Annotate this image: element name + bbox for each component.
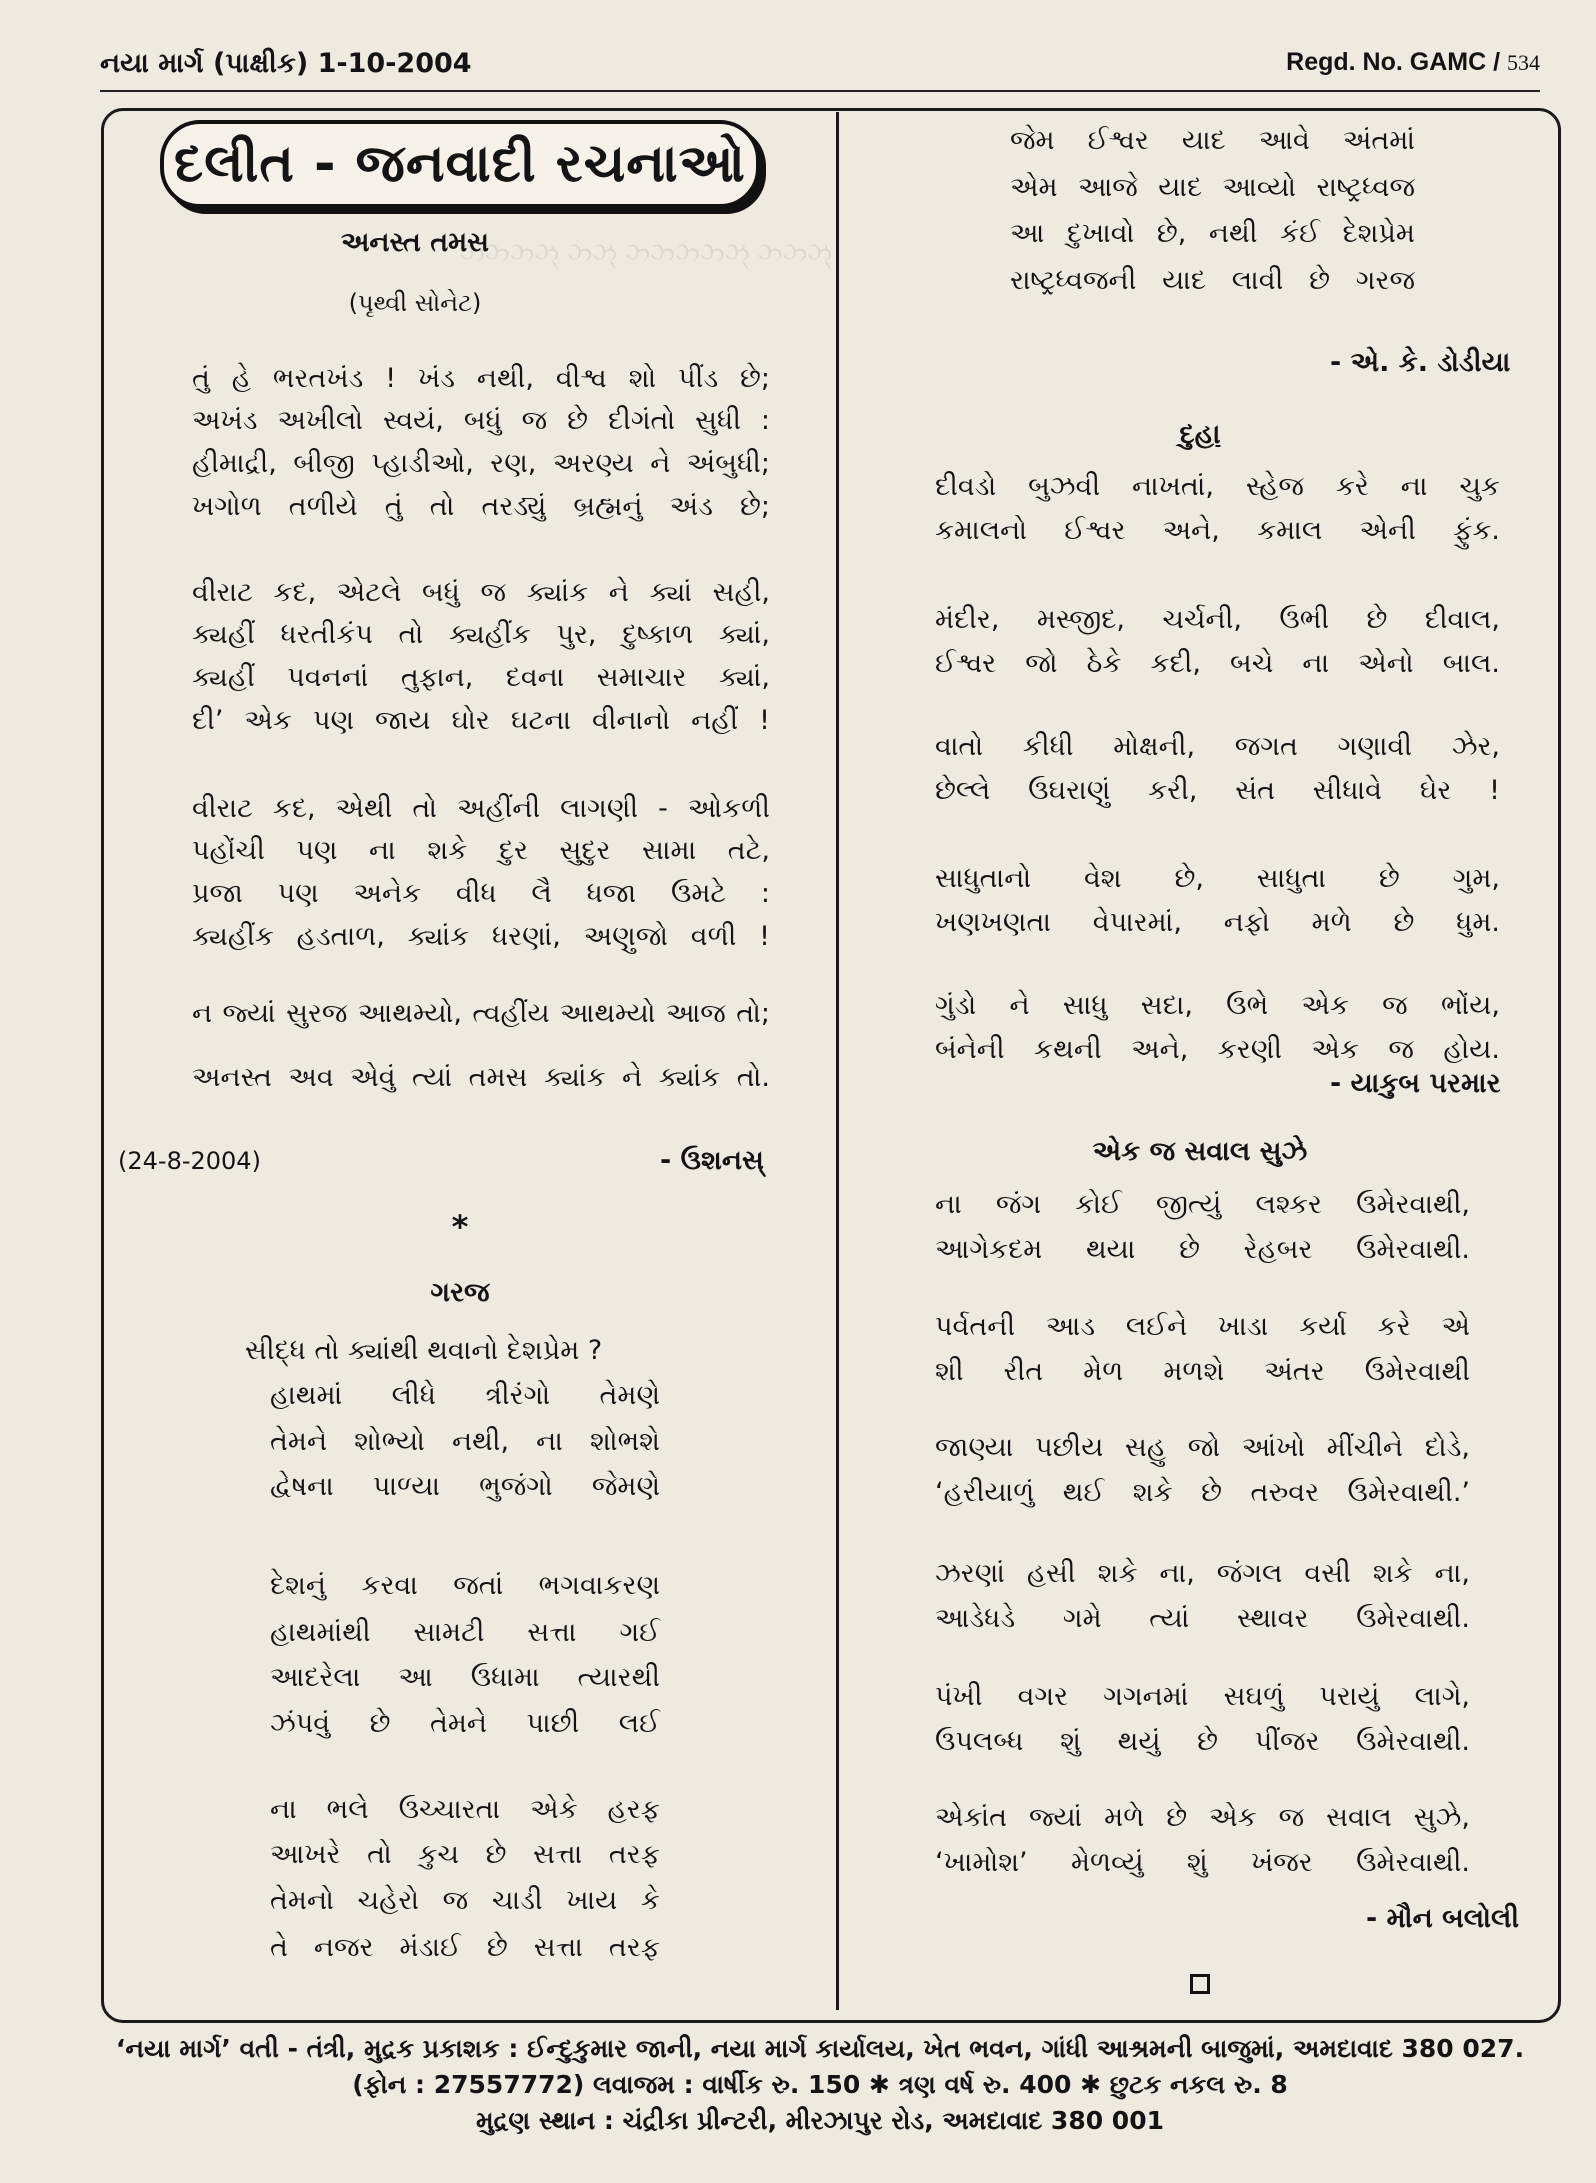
show-through-texture: ઝ્ઝ્ઝ્ઝ્ ઝ્ઝ્ ઝ્ઝ્ઝ્ઝ્ઝ્ ઝ્ઝ્ઝ્ [460, 238, 833, 268]
poem-line: કમાલનો ઈશ્વર અને, કમાલ એની ફુંક. [935, 515, 1500, 546]
poem-line: તે નજર મંડાઈ છે સત્તા તરફ [270, 1932, 660, 1963]
poem-line: ક્યહીં ધરતીકંપ તો ક્યહીંક પુર, દુષ્કાળ ક્યાં, [192, 619, 770, 650]
poem1-title: અનસ્ત તમસ [340, 227, 490, 258]
poem-line: ‘ખામોશ’ મેળવ્યું શું ખંજર ઉમેરવાથી. [935, 1847, 1470, 1878]
poem-line: આ દુખાવો છે, નથી કંઈ દેશપ્રેમ [1010, 218, 1415, 249]
poem-line: ક્યહીં પવનનાં તુફાન, દવના સમાચાર ક્યાં, [192, 662, 770, 693]
poem-line: હાથમાં લીધે ત્રીરંગો તેમણે [270, 1380, 660, 1411]
poem-line: પંખી વગર ગગનમાં સઘળું પરાયું લાગે, [935, 1681, 1470, 1712]
poem-line: પર્વતની આડ લઈને ખાડા કર્યા કરે એ [935, 1311, 1470, 1342]
poem-line: જેમ ઈશ્વર યાદ આવે અંતમાં [1010, 125, 1415, 156]
poem-line: પ્રજા પણ અનેક વીધ લૈ ધજા ઉમટે : [192, 878, 770, 909]
poem-line: ન જ્યાં સુરજ આથમ્યો, ત્વહીંય આથમ્યો આજ તો; [192, 998, 770, 1029]
footer-publisher: ‘નયા માર્ગ’ વતી - તંત્રી, મુદ્રક પ્રકાશક : ઈન્દુકુમાર જાની, નયા માર્ગ કાર્યાલય, ખેત ભવન, ગાંધી આશ્રમની બાજુમાં, અમદાવાદ 380 027. [115, 2034, 1525, 2063]
page-number: 534 [1507, 50, 1540, 75]
registration-number [1286, 48, 1540, 77]
poem-line: મંદીર, મસ્જીદ, ચર્ચની, ઉભી છે દીવાલ, [935, 604, 1500, 635]
poem-line: વાતો કીધી મોક્ષની, જગત ગણાવી ઝેર, [935, 731, 1500, 762]
poem2-title: ગરજ [430, 1277, 490, 1308]
poem-line: ‘હરીયાળું થઈ શકે છે તરુવર ઉમેરવાથી.’ [935, 1477, 1470, 1508]
poem-line: અનસ્ત અવ એવું ત્યાં તમસ ક્યાંક ને ક્યાંક તો. [192, 1062, 770, 1093]
separator-asterisk: * [451, 1208, 469, 1246]
poem-line: આગેકદમ થયા છે રેહબર ઉમેરવાથી. [935, 1234, 1470, 1265]
poem-line: વીરાટ કદ, એથી તો અહીંની લાગણી - ઓકળી [192, 793, 770, 824]
poem-line: સીદ્ધ તો ક્યાંથી થવાનો દેશપ્રેમ ? [245, 1335, 603, 1366]
poem3-author: - યાકુબ પરમાર [1330, 1068, 1501, 1099]
poem-line: હીમાદ્રી, બીજી પ્હાડીઓ, રણ, અરણ્ય ને અંબુધી; [192, 448, 770, 479]
poem-line: તું હે ભરતખંડ ! ખંડ નથી, વીશ્વ શો પીંડ છે; [192, 363, 770, 394]
poem-line: ના ભલે ઉચ્ચારતા એકે હરફ [270, 1794, 660, 1825]
poem4-author: - મૌન બલોલી [1366, 1903, 1520, 1934]
poem-line: આદરેલા આ ઉધામા ત્યારથી [270, 1662, 660, 1693]
poem-line: એમ આજે યાદ આવ્યો રાષ્ટ્રધ્વજ [1010, 172, 1415, 203]
poem-line: હાથમાંથી સામટી સત્તા ગઈ [270, 1617, 660, 1648]
poem-line: તેમનો ચહેરો જ ચાડી ખાય કે [270, 1885, 660, 1916]
footer-subscription: (ફોન : 27557772) લવાજમ : વાર્ષીક રુ. 150 ✱ ત્રણ વર્ષ રુ. 400 ✱ છુટક નકલ રુ. 8 [352, 2070, 1288, 2099]
poem-line: આખરે તો કુચ છે સત્તા તરફ [270, 1839, 660, 1870]
poem-line: ઝરણાં હસી શકે ના, જંગલ વસી શકે ના, [935, 1558, 1470, 1589]
poem-line: દી’ એક પણ જાય ઘોર ઘટના વીનાનો નહીં ! [192, 705, 770, 736]
poem1-date: (24-8-2004) [118, 1147, 261, 1175]
poem-line: ગુંડો ને સાધુ સદા, ઉભે એક જ ભોંય, [935, 990, 1500, 1021]
end-of-article-box [1190, 1974, 1210, 1994]
poem-line: રાષ્ટ્રધ્વજની યાદ લાવી છે ગરજ [1010, 265, 1415, 296]
poem-line: દેશનું કરવા જતાં ભગવાકરણ [270, 1570, 660, 1601]
poem-line: ઉપલબ્ધ શું થયું છે પીંજર ઉમેરવાથી. [935, 1726, 1470, 1757]
poem-line: અખંડ અખીલો સ્વયં, બધું જ છે દીગંતો સુધી : [192, 405, 770, 436]
poem3-title: દુહા [1179, 419, 1221, 450]
poem-line: શી રીત મેળ મળશે અંતર ઉમેરવાથી [935, 1356, 1470, 1387]
poem-line: વીરાટ કદ, એટલે બધું જ ક્યાંક ને ક્યાં સહી, [192, 577, 770, 608]
poem-line: ઈશ્વર જો ઠેકે કદી, બચે ના એનો બાલ. [935, 648, 1500, 679]
poem-line: ખગોળ તળીયે તું તો તરડ્યું બ્રહ્મનું અંડ છે; [192, 491, 770, 522]
header-rule [100, 90, 1540, 92]
poem1-subtitle: (પૃથ્વી સોનેટ) [348, 289, 482, 317]
poem-line: દ્વેષના પાળ્યા ભુજંગો જેમણે [270, 1471, 660, 1502]
poem-line: એકાંત જ્યાં મળે છે એક જ સવાલ સુઝે, [935, 1802, 1470, 1833]
poem4-title: એક જ સવાલ સુઝે [1092, 1136, 1308, 1167]
poem-line: દીવડો બુઝવી નાખતાં, સ્હેજ કરે ના ચુક [935, 471, 1500, 502]
masthead-date: નયા માર્ગ (પાક્ષીક) 1-10-2004 [100, 48, 472, 79]
registration-label: Regd. No. GAMC / [1286, 48, 1501, 76]
poem-line: તેમને શોભ્યો નથી, ના શોભશે [270, 1426, 660, 1457]
poem-line: જાણ્યા પછીય સહુ જો આંખો મીંચીને દોડે, [935, 1432, 1470, 1463]
poem-line: પહોંચી પણ ના શકે દુર સુદુર સામા તટે, [192, 835, 770, 866]
page-header [100, 48, 1540, 88]
poem-line: ક્યહીંક હડતાળ, ક્યાંક ધરણાં, અણુજો વળી ! [192, 921, 770, 952]
poem-line: આડેધડે ગમે ત્યાં સ્થાવર ઉમેરવાથી. [935, 1603, 1470, 1634]
poem-line: ખણખણતા વેપારમાં, નફો મળે છે ધુમ. [935, 907, 1500, 938]
poem2-author: - એ. કે. ડોડીયા [1330, 347, 1511, 378]
section-title: દલીત - જનવાદી રચનાઓ [160, 120, 760, 208]
poem1-author: - ઉશનસ્ [660, 1145, 764, 1176]
poem-line: ના જંગ કોઈ જીત્યું લશ્કર ઉમેરવાથી, [935, 1189, 1470, 1220]
poem-line: બંનેની કથની અને, કરણી એક જ હોય. [935, 1034, 1500, 1065]
poem-line: છેલ્લે ઉઘરાણું કરી, સંત સીધાવે ઘેર ! [935, 775, 1500, 806]
poem-line: સાધુતાનો વેશ છે, સાધુતા છે ગુમ, [935, 863, 1500, 894]
column-divider [836, 112, 839, 2010]
poem-line: ઝંપવું છે તેમને પાછી લઈ [270, 1708, 660, 1739]
footer-print-location: મુદ્રણ સ્થાન : ચંદ્રીકા પ્રીન્ટરી, મીરઝાપુર રોડ, અમદાવાદ 380 001 [476, 2106, 1164, 2135]
